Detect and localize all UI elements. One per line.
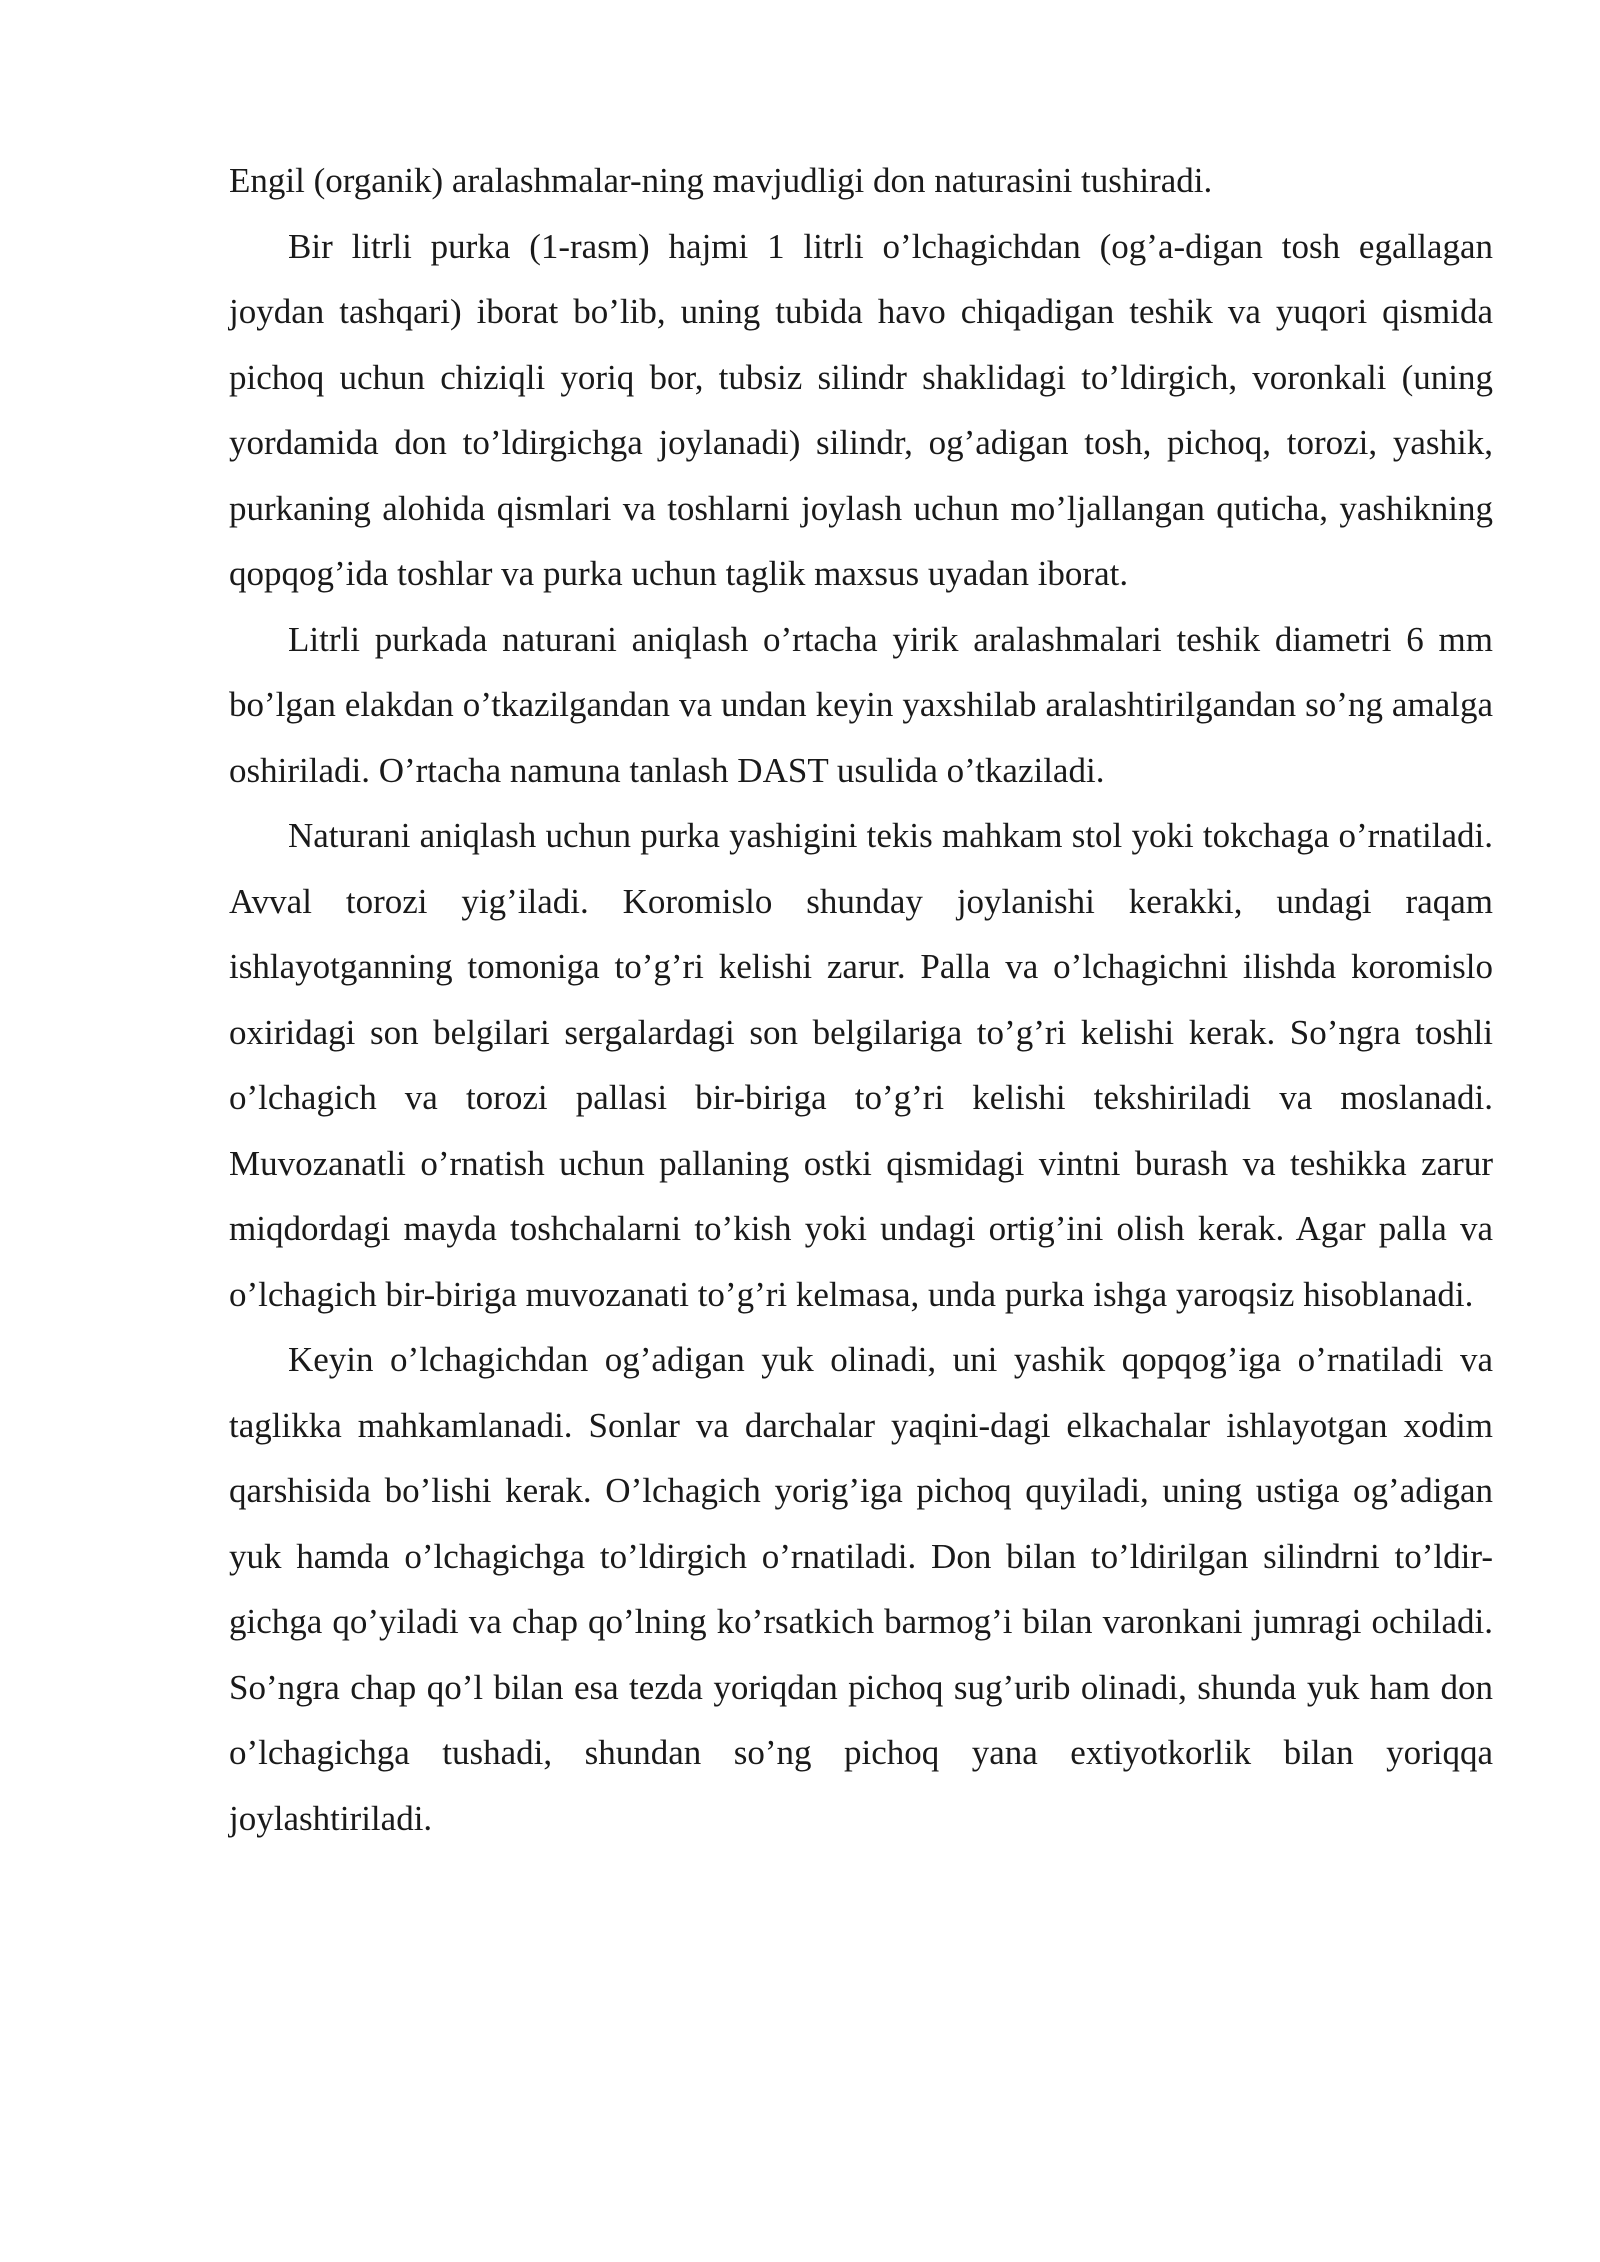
paragraph-measurement-procedure: Keyin o’lchagichdan og’adigan yuk olinadi, uni yashik qopqog’iga o’rnatiladi va taglikka mahkamlanadi. Sonlar va darchalar yaqini-dagi elkachalar ishlayotgan xodim qarshisida bo’lishi kerak. O’lchagich yorig’iga pichoq quyiladi, uning ustiga og’adigan yuk hamda o’lchagichga to’ldirgich o’rnatiladi. Don bilan to’ldirilgan silindrni to’ldir-gichga qo’yiladi va chap qo’lning ko’rsatkich barmog’i bilan varonkani jumragi ochiladi. So’ngra chap qo’l bilan esa tezda yoriqdan pichoq sug’urib olinadi, shunda yuk ham don o’lchagichga tushadi, shundan so’ng pichoq yana extiyotkorlik bilan yoriqqa joylashtiriladi. <box>229 1340 1493 1838</box>
paragraph-nature-determination: Litrli purkada naturani aniqlash o’rtacha yirik aralashmalari teshik diametri 6 mm bo’lgan elakdan o’tkazilgandan va undan keyin yaxshilab aralashtirilgandan so’ng amalga oshiriladi. O’rtacha namuna tanlash DAST usulida o’tkaziladi. <box>229 619 1493 790</box>
paragraph-scale-setup: Naturani aniqlash uchun purka yashigini tekis mahkam stol yoki tokchaga o’rnatiladi. Avval torozi yig’iladi. Koromislo shunday joylanishi kerakki, undagi raqam ishlayotganning tomoniga to’g’ri kelishi zarur. Palla va o’lchagichni ilishda koromislo oxiridagi son belgilari sergalardagi son belgilariga to’g’ri kelishi kerak. So’ngra toshli o’lchagich va torozi pallasi bir-biriga to’g’ri kelishi tekshiriladi va moslanadi. Muvozanatli o’rnatish uchun pallaning ostki qismidagi vintni burash va teshikka zarur miqdordagi mayda toshchalarni to’kish yoki undagi ortig’ini olish kerak. Agar palla va o’lchagich bir-biriga muvozanati to’g’ri kelmasa, unda purka ishga yaroqsiz hisoblanadi. <box>229 816 1493 1314</box>
document-page <box>229 148 1493 1851</box>
paragraph-litre-purka-description: Bir litrli purka (1-rasm) hajmi 1 litrli o’lchagichdan (og’a-digan tosh egallagan joydan tashqari) iborat bo’lib, uning tubida havo chiqadigan teshik va yuqori qismida pichoq uchun chiziqli yoriq bor, tubsiz silindr shaklidagi to’ldirgich, voronkali (uning yordamida don to’ldirgichga joylanadi) silindr, og’adigan tosh, pichoq, torozi, yashik, purkaning alohida qismlari va toshlarni joylash uchun mo’ljallangan quticha, yashikning qopqog’ida toshlar va purka uchun taglik maxsus uyadan iborat. <box>229 226 1493 593</box>
paragraph-organic-impurities: Engil (organik) aralashmalar-ning mavjudligi don naturasini tushiradi. <box>229 161 1213 200</box>
